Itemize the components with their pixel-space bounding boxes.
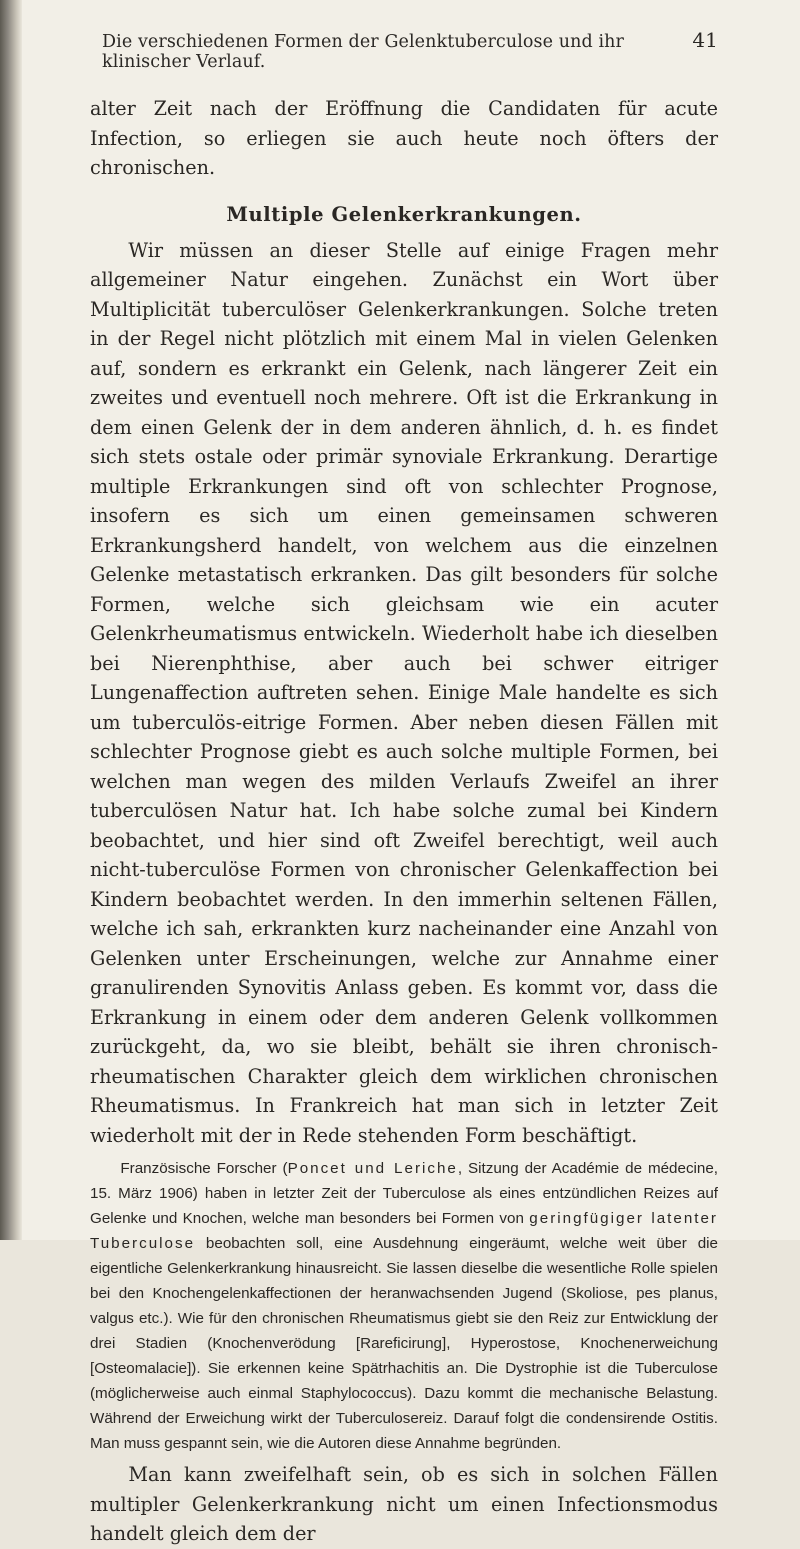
section-heading: Multiple Gelenkerkrankungen. <box>226 202 582 226</box>
intro-paragraph: alter Zeit nach der Eröffnung die Candidaten für acute Infection, so erliegen sie auch heute noch öfters der chronischen. <box>90 97 718 179</box>
page-gutter-shadow <box>0 0 22 1240</box>
small-print-note <box>90 1156 718 1456</box>
running-header <box>90 28 718 72</box>
running-title: Die verschiedenen Formen der Gelenktuberculose und ihr klinischer Verlauf. <box>102 32 624 72</box>
note-text-2: , Sitzung der Académie de médecine, 15. März 1906) haben in letzter Zeit der Tuberculose als eines entzündlichen Reizes auf Gelenke und Knochen, welche man besonders bei Formen von <box>90 1160 719 1227</box>
note-authors: Poncet und Leriche <box>287 1160 458 1177</box>
note-emphasis: geringfügiger latenter Tuberculose <box>90 1210 718 1252</box>
note-text-3: beobachten soll, eine Ausdehnung eingeräumt, welche weit über die eigentliche Gelenkerkrankung hinausreicht. Sie lassen dieselbe die wesentliche Rolle spielen bei den Knochengelenkaffectionen der heranwachsenden Jugend (Skoliose, pes planus, valgus etc.). Wie für den chronischen Rheumatismus giebt sie den Reiz zur Entwicklung der drei Stadien (Knochenverödung [Rareficirung], Hyperostose, Knochenerweichung [Osteomalacie]). Sie erkennen keine Spätrhachitis an. Die Dystrophie ist die Tuberculose (möglicherweise auch einmal Staphylococcus). Dazu kommt die mechanische Belastung. Während der Erweichung wirkt der Tuberculosereiz. Darauf folgt die condensirende Ostitis. Man muss gespannt sein, wie die Autoren diese Annahme begründen. <box>90 1235 718 1452</box>
note-text-1: Französische Forscher ( <box>120 1160 288 1177</box>
closing-paragraph: Man kann zweifelhaft sein, ob es sich in solchen Fällen multipler Gelenkerkrankung nicht um einen Infectionsmodus handelt gleich dem der <box>90 1463 718 1545</box>
main-paragraph: Wir müssen an dieser Stelle auf einige Fragen mehr allgemeiner Natur eingehen. Zunächst ein Wort über Multiplicität tuberculöser Gelenkerkrankungen. Solche treten in der Regel nicht plötzlich mit einem Mal in vielen Gelenken auf, sondern es erkrankt ein Gelenk, nach längerer Zeit ein zweites und eventuell noch mehrere. Oft ist die Erkrankung in dem einen Gelenk der in dem anderen ähnlich, d. h. es findet sich stets ostale oder primär synoviale Erkrankung. Derartige multiple Erkrankungen sind oft von schlechter Prognose, insofern es sich um einen gemeinsamen schweren Erkrankungsherd handelt, von welchem aus die einzelnen Gelenke metastatisch erkranken. Das gilt besonders für solche Formen, welche sich gleichsam wie ein acuter Gelenkrheumatismus entwickeln. Wiederholt habe ich dieselben bei Nierenphthise, aber auch bei schwer eitriger Lungenaffection auftreten sehen. Einige Male handelte es sich um tuberculös-eitrige Formen. Aber neben diesen Fällen mit schlechter Prognose giebt es auch solche multiple Formen, bei welchen man wegen des milden Verlaufs Zweifel an ihrer tuberculösen Natur hat. Ich habe solche zumal bei Kindern beobachtet, und hier sind oft Zweifel berechtigt, weil auch nicht-tuberculöse Formen von chronischer Gelenkaffection bei Kindern beobachtet werden. In den immerhin seltenen Fällen, welche ich sah, erkrankten kurz nacheinander eine Anzahl von Gelenken unter Erscheinungen, welche zur Annahme einer granulirenden Synovitis Anlass geben. Es kommt vor, dass die Erkrankung in einem oder dem anderen Gelenk vollkommen zurückgeht, da, wo sie bleibt, behält sie ihren chronisch-rheumatischen Charakter gleich dem wirklichen chronischen Rheumatismus. In Frankreich hat man sich in letzter Zeit wiederholt mit der in Rede stehenden Form beschäftigt. <box>90 238 718 1147</box>
page-content <box>90 28 718 1549</box>
page-number: 41 <box>692 28 718 52</box>
